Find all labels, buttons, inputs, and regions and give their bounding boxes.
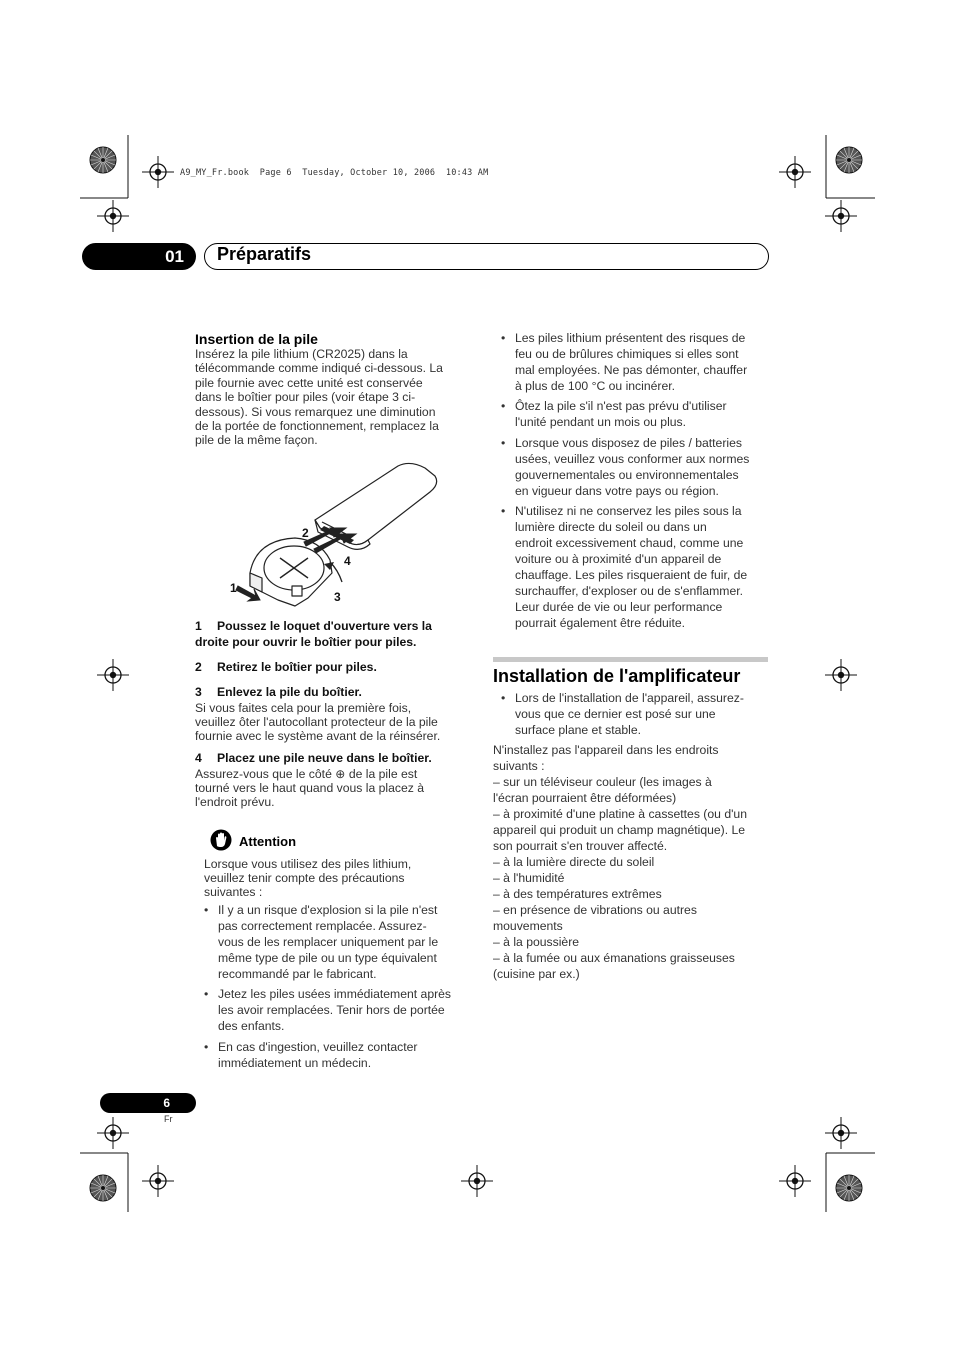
text-line: dans le boîtier pour piles (voir étape 3 ci- <box>195 390 416 405</box>
page-number-badge <box>100 1093 196 1113</box>
text-line: mal employées. Ne pas démonter, chauffer <box>515 363 748 377</box>
installation-list <box>493 690 773 742</box>
text-line: surchauffer, d'exploser ou de s'enflammer. <box>515 584 743 599</box>
text-line: Leur durée de vie ou leur performance <box>515 600 723 615</box>
text-line: surface plane et stable. <box>515 723 642 737</box>
text-line: des enfants. <box>218 1019 285 1034</box>
step-text: Enlevez la pile du boîtier. <box>217 685 362 699</box>
text-line: en vigueur dans votre pays ou région. <box>515 483 719 498</box>
text-line: suivantes : <box>204 885 263 899</box>
text-line: feu ou de brûlures chimiques si elles sont <box>515 347 739 361</box>
text-line: l'écran pourraient être déformées) <box>493 791 677 805</box>
step-1 <box>195 618 480 650</box>
list-item <box>493 435 773 499</box>
text-line: Assurez-vous que le côté ⊕ de la pile est <box>195 767 418 781</box>
text-line: – à la lumière directe du soleil <box>493 855 655 869</box>
list-item <box>493 398 773 430</box>
step-number: 3 <box>195 685 202 699</box>
text-line: appareil qui produit un champ magnétique). Le <box>493 823 746 837</box>
list-item <box>493 690 773 738</box>
chapter-number-text: 01 <box>165 246 184 266</box>
text-line: l'unité pendant un mois ou plus. <box>515 415 687 430</box>
text-line: à plus de 100 °C ou incinérer. <box>515 379 676 393</box>
text-line: • Les piles lithium présentent des risques de <box>515 331 746 345</box>
remote-battery-illustration <box>220 458 445 608</box>
step-4 <box>195 750 480 766</box>
caution-intro <box>204 857 474 899</box>
text-line: • Lorsque vous disposez de piles / batteries <box>515 435 742 450</box>
list-item <box>204 1039 474 1071</box>
text-line: chauffage. Les piles risqueraient de fuir, de <box>515 568 748 583</box>
figure-label-4: 4 <box>344 554 351 568</box>
step-1-line <box>195 618 480 634</box>
text-line: (cuisine par ex.) <box>493 967 580 981</box>
text-line: • Il y a un risque d'explosion si la pile n'est <box>218 903 438 917</box>
text-line: • Jetez les piles usées immédiatement après <box>218 987 452 1002</box>
step-text: Retirez le boîtier pour piles. <box>217 660 377 674</box>
text-line: Lorsque vous utilisez des piles lithium, <box>204 857 412 871</box>
caution-hand-icon <box>210 829 232 851</box>
installation-locations <box>493 742 773 982</box>
text-line: pile de la même façon. <box>195 433 318 448</box>
text-line: tourné vers le haut quand vous la placez à <box>195 781 425 795</box>
print-slug: A9_MY_Fr.book Page 6 Tuesday, October 10, 2006 10:43 AM <box>180 168 489 178</box>
chapter-number <box>82 243 196 270</box>
text-line: pourrait également être réduite. <box>515 616 686 631</box>
chapter-title: Préparatifs <box>217 244 312 264</box>
list-item <box>493 330 773 394</box>
text-line: endroit excessivement chaud, comme une <box>515 536 744 551</box>
text-line: • N'utilisez ni ne conservez les piles sous la <box>515 504 742 519</box>
step-number: 2 <box>195 660 202 674</box>
step-number: 4 <box>195 751 202 765</box>
amplifier-section-heading: Installation de l'amplificateur <box>493 666 741 686</box>
text-line: veuillez ôter l'autocollant protecteur de la pile <box>195 715 438 729</box>
text-line: – à l'humidité <box>493 871 565 885</box>
step-3 <box>195 684 480 700</box>
text-line: voiture ou à proximité d'un appareil de <box>515 552 722 567</box>
step-number: 1 <box>195 619 202 633</box>
text-line: – à proximité d'une platine à cassettes (ou d'un <box>493 807 747 821</box>
list-item <box>204 986 474 1034</box>
text-line: • Lors de l'installation de l'appareil, assurez- <box>515 691 744 705</box>
text-line: lumière directe du soleil ou dans un <box>515 520 707 535</box>
text-line: même type de pile ou un type équivalent <box>218 951 437 965</box>
page-number: 6 <box>163 1096 170 1110</box>
battery-insertion-heading: Insertion de la pile <box>195 331 318 347</box>
language-code: Fr <box>164 1114 173 1124</box>
text-line: – à la poussière <box>493 935 580 949</box>
text-line: dessous). Si vous remarquez une diminution <box>195 404 436 419</box>
text-line: – à des températures extrêmes <box>493 887 662 901</box>
text-line: • En cas d'ingestion, veuillez contacter <box>218 1039 418 1054</box>
list-item <box>493 503 773 631</box>
text-line: usées, veuillez vous conformer aux normes <box>515 451 750 466</box>
figure-label-3: 3 <box>334 590 341 604</box>
text-line: immédiatement un médecin. <box>218 1055 372 1070</box>
battery-intro <box>195 347 475 448</box>
step-text: Poussez le loquet d'ouverture vers la <box>217 619 432 633</box>
text-line: veuillez tenir compte des précautions <box>204 871 405 885</box>
step-4-description <box>195 767 480 809</box>
text-line: vous que ce dernier est posé sur une <box>515 707 716 721</box>
text-line: Insérez la pile lithium (CR2025) dans la <box>195 347 408 361</box>
text-line: suivants : <box>493 759 545 773</box>
text-line: – sur un téléviseur couleur (les images à <box>493 775 712 789</box>
text-line: – à la fumée ou aux émanations graisseuses <box>493 951 735 965</box>
text-line: fournie avec le système avant de la réinsérer. <box>195 729 441 743</box>
text-line: vous de les remplacer uniquement par le <box>218 935 439 949</box>
caution-title: Attention <box>239 834 297 849</box>
figure-label-1: 1 <box>230 581 237 595</box>
text-line: recommandé par le fabricant. <box>218 967 377 981</box>
battery-warnings-list <box>493 330 773 636</box>
text-line: télécommande comme indiqué ci-dessous. La <box>195 361 443 376</box>
text-line: son pourrait s'en trouver affecté. <box>493 839 668 853</box>
caution-list <box>204 902 474 1075</box>
text-line: gouvernementales ou environnementales <box>515 467 739 482</box>
figure-label-2: 2 <box>302 526 309 540</box>
text-line: – en présence de vibrations ou autres <box>493 903 697 917</box>
text-line: pas correctement remplacée. Assurez- <box>218 919 427 933</box>
text-line: les avoir remplacées. Tenir hors de portée <box>218 1003 445 1018</box>
text-line: mouvements <box>493 919 563 933</box>
step-2 <box>195 659 480 675</box>
text-line: pile fournie avec cette unité est conservée <box>195 375 423 390</box>
section-rule <box>493 657 768 662</box>
step-3-description <box>195 701 480 743</box>
text-line: l'endroit prévu. <box>195 795 275 809</box>
step-text: Placez une pile neuve dans le boîtier. <box>217 751 432 765</box>
text-line: de la portée de fonctionnement, remplacez la <box>195 419 439 434</box>
list-item <box>204 902 474 982</box>
text-line: N'installez pas l'appareil dans les endroits <box>493 743 719 757</box>
text-line: • Ôtez la pile s'il n'est pas prévu d'utiliser <box>515 399 727 414</box>
text-line: Si vous faites cela pour la première fois, <box>195 701 412 715</box>
step-1-line2: droite pour ouvrir le boîtier pour piles. <box>195 635 417 649</box>
